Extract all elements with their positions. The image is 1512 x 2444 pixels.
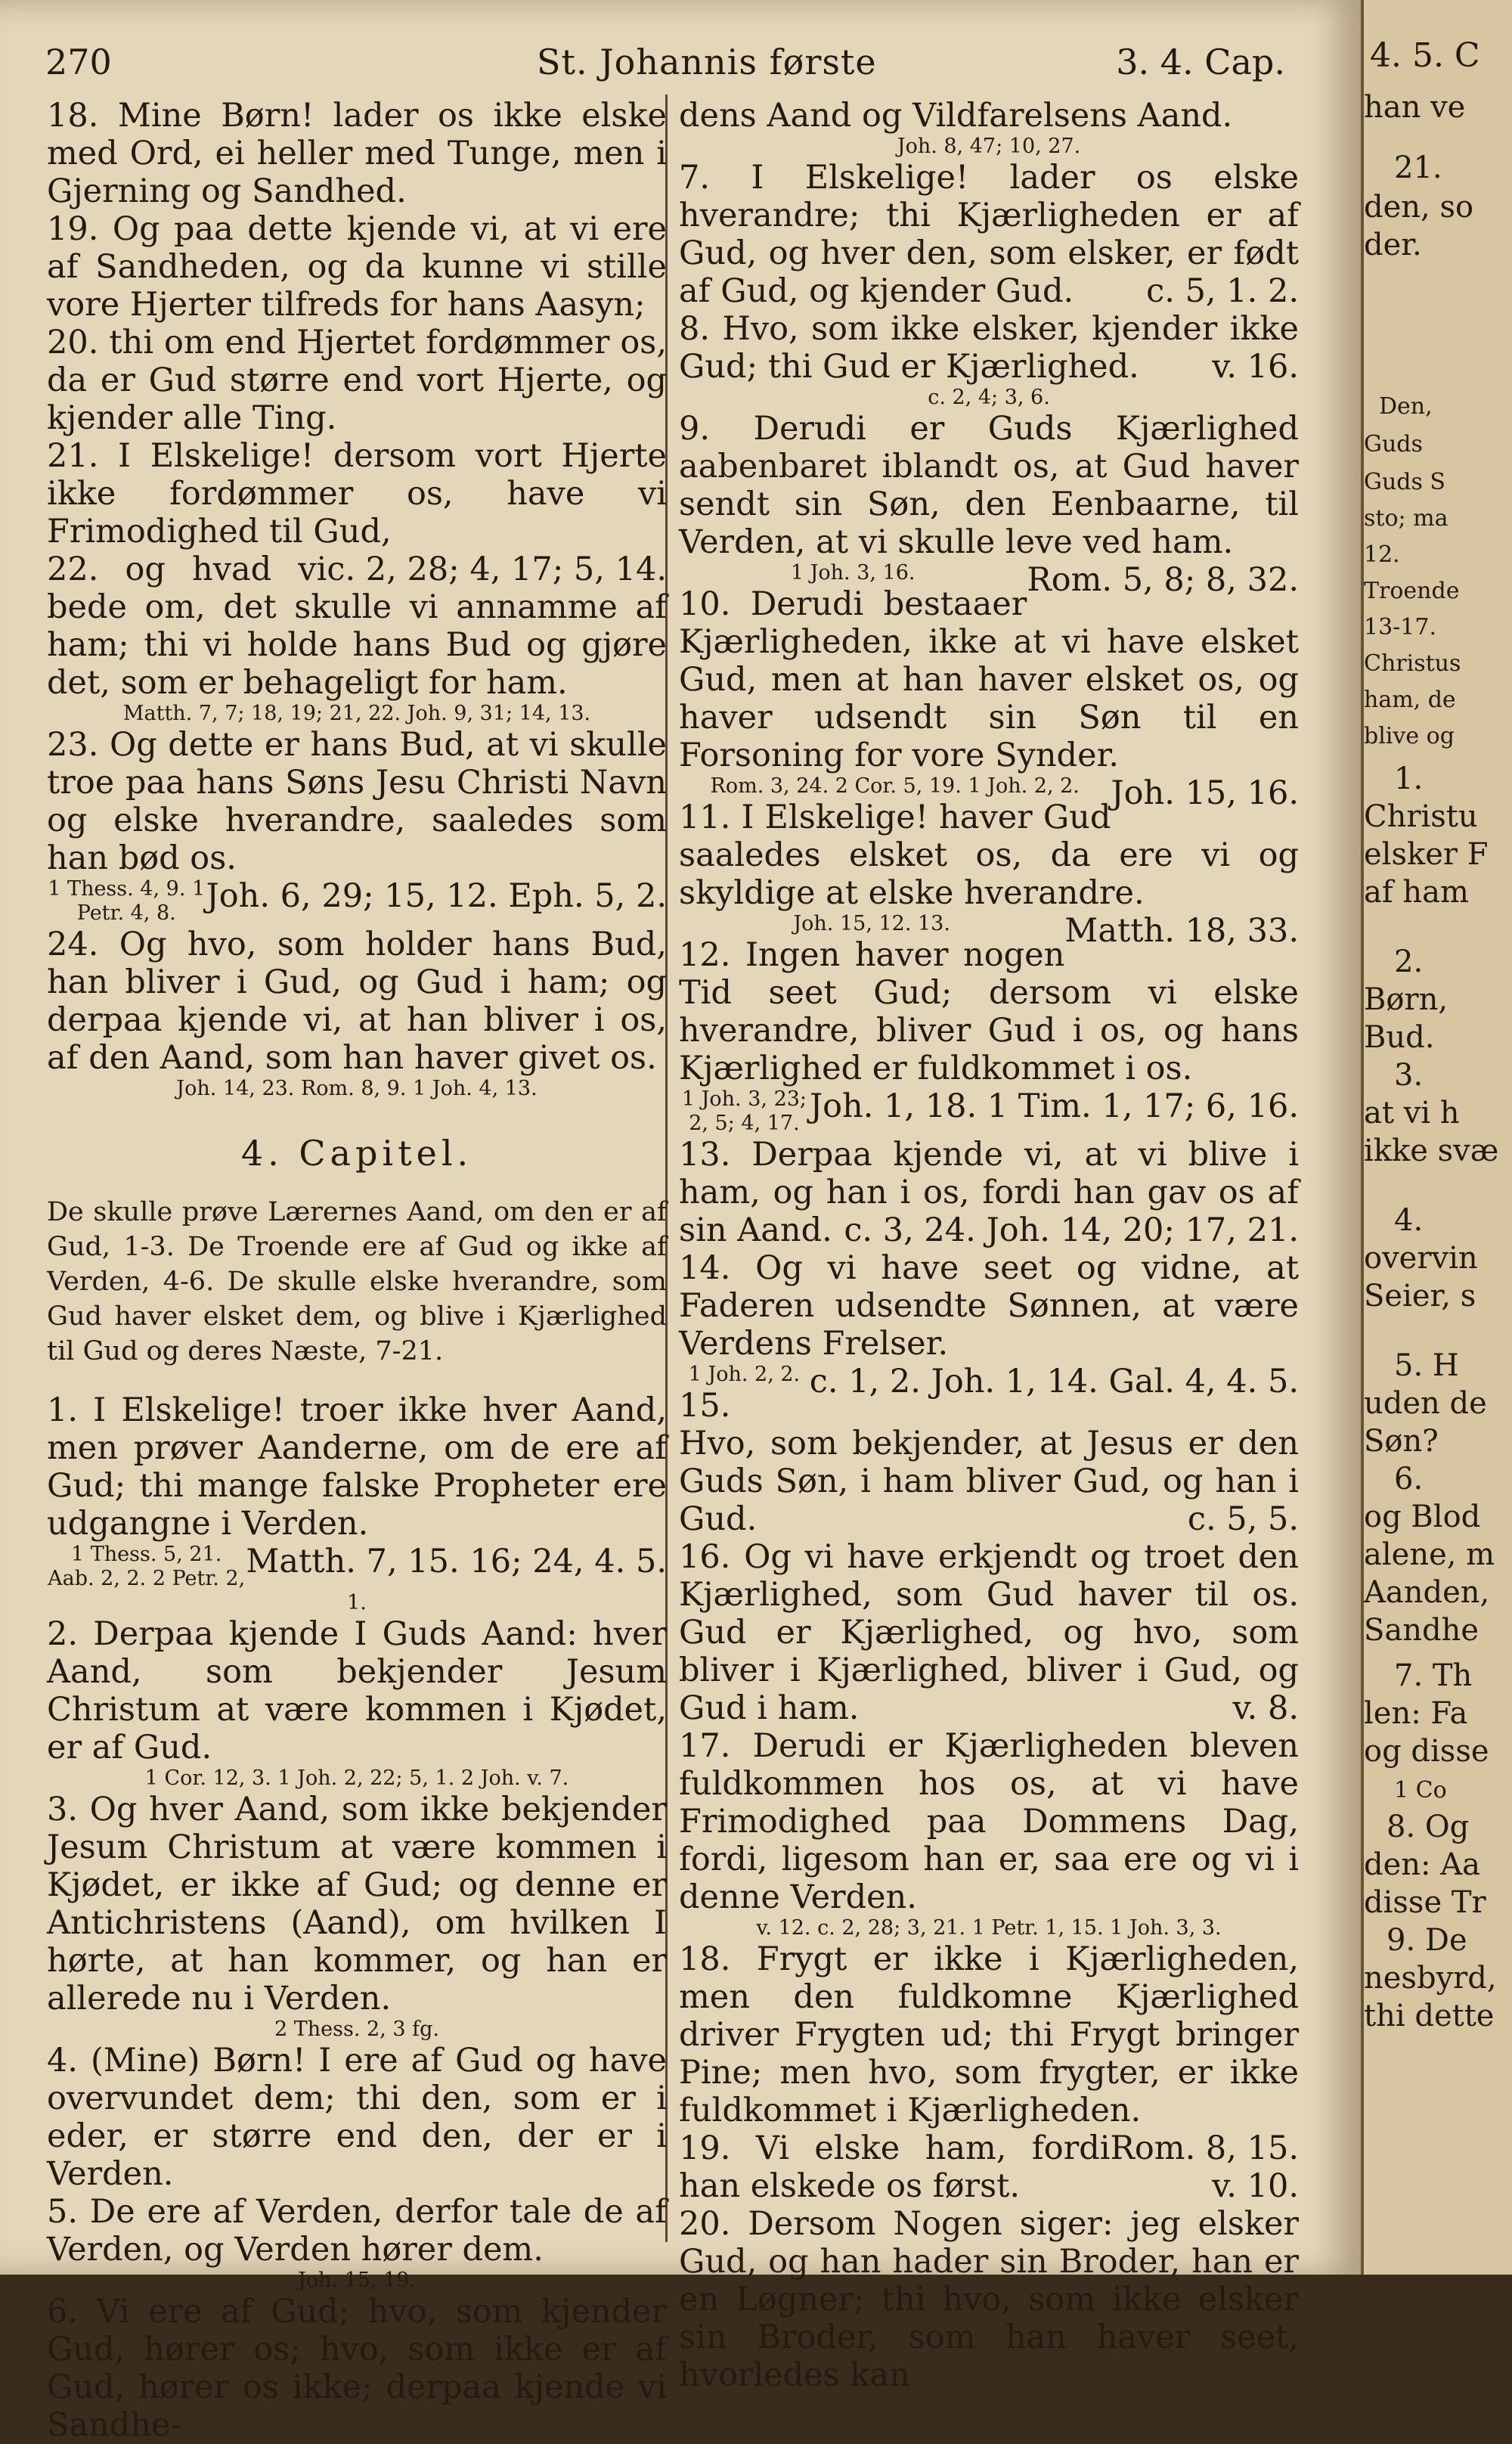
verse-3-19: 19. Og paa dette kjende vi, at vi ere af Sandheden, og da kunne vi stille vore Hjerter tilfreds for hans Aasyn; bbox=[47, 210, 667, 324]
verse-text: 18. Frygt er ikke i Kjærligheden, men den fuldkomne Kjærlighed driver Frygten ud; thi Frygt bringer Pine; men hvo, som frygter, er ikke fuldkommet i Kjærligheden. bbox=[679, 1940, 1299, 2129]
next-page-line: ikke svæ bbox=[1364, 1134, 1499, 1168]
right-column bbox=[679, 97, 1299, 2394]
verse-text: 13. Derpaa kjende vi, at vi blive i ham, og han i os, fordi han gav os af sin Aand. bbox=[679, 1136, 1299, 1249]
cross-reference: 1 Cor. 12, 3. 1 Joh. 2, 22; 5, 1. 2 Joh. v. 7. bbox=[144, 1766, 569, 1790]
next-page-line: Guds bbox=[1364, 431, 1423, 457]
verse-text: 12. Ingen haver nogen Tid seet Gud; dersom vi elske hverandre, bliver Gud i os, og hans Kjærlighed er fuldkommet i os. bbox=[679, 936, 1299, 1087]
cross-reference: Joh. 1, 18. 1 Tim. 1, 17; 6, 16. bbox=[809, 1087, 1299, 1125]
cross-reference: 2 Thess. 2, 3 fg. bbox=[274, 2018, 439, 2041]
next-page-line: Sandhe bbox=[1364, 1613, 1479, 1648]
verse-text: 10. Derudi bestaaer Kjærligheden, ikke at vi have elsket Gud, men at han haver elsket os, og haver udsendt sin Søn til en Forsoning for vore Synder. bbox=[679, 585, 1299, 774]
chapter-range: 3. 4. Cap. bbox=[1116, 42, 1285, 82]
next-page-line: Seier, s bbox=[1364, 1279, 1476, 1313]
cross-reference: v. 16. bbox=[1212, 348, 1299, 386]
next-page-line: 4. bbox=[1394, 1203, 1424, 1238]
next-page-line: den: Aa bbox=[1364, 1847, 1480, 1882]
cross-reference: c. 2, 28; 4, 17; 5, 14. bbox=[327, 551, 667, 588]
cross-reference: Rom. 3, 24. 2 Cor. 5, 19. 1 Joh. 2, 2. bbox=[710, 774, 1080, 798]
next-page-edge bbox=[1361, 0, 1512, 2275]
verse-4-5: 5. De ere af Verden, derfor tale de af Verden, og Verden hører dem. bbox=[47, 2193, 667, 2269]
next-page-line: thi dette bbox=[1364, 1999, 1495, 2033]
verse-text: 16. Og vi have erkjendt og troet den Kjærlighed, som Gud haver til os. Gud er Kjærlighed, og hvo, som bliver i Kjærlighed, bliver i Gud, og Gud i ham. bbox=[679, 1538, 1299, 1727]
next-page-line: Christus bbox=[1364, 650, 1461, 677]
next-page-line: Børn, bbox=[1364, 982, 1448, 1017]
cross-reference: 1 Thess. 5, 21. Aab. 2, 2. 2 Petr. 2, 1. bbox=[48, 1543, 367, 1614]
cross-reference: Joh. 15, 16. bbox=[1111, 774, 1299, 812]
cross-reference: Rom. 8, 15. bbox=[1110, 2129, 1299, 2167]
next-page-line: Christu bbox=[1364, 799, 1478, 834]
verse-4-7 bbox=[679, 159, 1299, 310]
next-page-line: og Blod bbox=[1364, 1500, 1481, 1534]
verse-4-2: 2. Derpaa kjende I Guds Aand: hver Aand, som bekjender Jesum Christum at være kommen i Kjødet, er af Gud. bbox=[47, 1615, 667, 1766]
next-page-line: len: Fa bbox=[1364, 1696, 1468, 1731]
verse-4-16 bbox=[679, 1538, 1299, 1727]
next-page-line: uden de bbox=[1364, 1386, 1487, 1421]
chapter-heading: 4. Capitel. bbox=[240, 1133, 473, 1174]
next-page-header: 4. 5. C bbox=[1370, 36, 1480, 75]
next-page-line: 6. bbox=[1394, 1462, 1424, 1496]
next-page-line: 1. bbox=[1394, 761, 1424, 796]
next-page-line: blive og bbox=[1364, 723, 1455, 749]
next-page-line: elsker F bbox=[1364, 837, 1489, 872]
page-number: 270 bbox=[45, 42, 112, 82]
verse-text: 21. I Elskelige! dersom vort Hjerte ikke fordømmer os, have vi Frimodighed til Gud, bbox=[47, 437, 667, 551]
next-page-line: 7. Th bbox=[1394, 1658, 1473, 1693]
verse-4-20: 20. Dersom Nogen siger: jeg elsker Gud, og han hader sin Broder, han er en Løgner; thi hvo, som ikke elsker sin Broder, som han haver seet, hvorledes kan bbox=[679, 2205, 1299, 2394]
next-page-line: Søn? bbox=[1364, 1424, 1439, 1459]
cross-reference: 1 Joh. 3, 23; 2, 5; 4, 17. bbox=[681, 1087, 807, 1135]
next-page-line: 5. H bbox=[1394, 1348, 1459, 1383]
next-page-line: 21. bbox=[1394, 150, 1442, 185]
verse-4-6: 6. Vi ere af Gud; hvo, som kjender Gud, hører os; hvo, som ikke er af Gud, hører os ikke; derpaa kjende vi Sandhe- bbox=[47, 2293, 667, 2444]
verse-text: 19. Vi elske ham, fordi han elskede os først. bbox=[679, 2129, 1111, 2205]
next-page-line: disse Tr bbox=[1364, 1885, 1486, 1920]
verse-text: 14. Og vi have seet og vidne, at Faderen udsendte Sønnen, at være Verdens Frelser. bbox=[679, 1249, 1299, 1363]
cross-reference: Joh. 14, 23. Rom. 8, 9. 1 Joh. 4, 13. bbox=[176, 1077, 538, 1100]
cross-reference: Matth. 18, 33. bbox=[1064, 912, 1299, 950]
cross-reference: Matth. 7, 15. 16; 24, 4. 5. bbox=[246, 1543, 667, 1580]
cross-reference: v. 8. bbox=[1232, 1689, 1299, 1727]
next-page-line: Guds S bbox=[1364, 469, 1445, 495]
verse-4-17: 17. Derudi er Kjærligheden bleven fuldkommen hos os, at vi have Frimodighed paa Dommens Dag, fordi, ligesom han er, saa ere og vi i denne Verden. bbox=[679, 1727, 1299, 1916]
cross-reference: Matth. 7, 7; 18, 19; 21, 22. Joh. 9, 31; 14, 13. bbox=[122, 702, 591, 725]
left-column bbox=[47, 97, 667, 2444]
next-page-line: Aanden, bbox=[1364, 1575, 1490, 1610]
next-page-line: 13-17. bbox=[1364, 614, 1437, 640]
next-page-line: af ham bbox=[1364, 875, 1469, 910]
chapter-summary: De skulle prøve Lærernes Aand, om den er af Gud, 1-3. De Troende ere af Gud og ikke af Verden, 4-6. De skulle elske hverandre, som Gud haver elsket dem, og blive i Kjærlighed til Gud og deres Næste, 7-21. bbox=[47, 1197, 667, 1366]
next-page-line: 9. De bbox=[1387, 1923, 1467, 1958]
cross-reference: Joh. 15, 19. bbox=[297, 2269, 417, 2292]
verse-4-13 bbox=[679, 1136, 1299, 1249]
cross-reference: 1 Joh. 2, 2. bbox=[688, 1363, 801, 1386]
verse-4-6-cont: dens Aand og Vildfarelsens Aand. bbox=[679, 97, 1233, 135]
next-page-line: og disse bbox=[1364, 1734, 1489, 1769]
verse-text: 7. I Elskelige! lader os elske hverandre; thi Kjærligheden er af Gud, og hver den, som elsker, er født af Gud, og kjender Gud. bbox=[679, 159, 1299, 310]
next-page-line: den, so bbox=[1364, 190, 1474, 225]
next-page-line: Den, bbox=[1379, 393, 1433, 420]
next-page-line: 1 Co bbox=[1394, 1777, 1447, 1804]
cross-reference: Joh. 8, 47; 10, 27. bbox=[897, 135, 1081, 158]
next-page-line: 8. Og bbox=[1387, 1810, 1470, 1844]
verse-text: 8. Hvo, som ikke elsker, kjender ikke Gud; thi Gud er Kjærlighed. bbox=[679, 310, 1299, 386]
page-header bbox=[45, 42, 1285, 87]
verse-text: 9. Derudi er Guds Kjærlighed aabenbaret iblandt os, at Gud haver sendt sin Søn, den Eenbaarne, til Verden, at vi skulle leve ved ham. bbox=[679, 410, 1299, 561]
next-page-line: sto; ma bbox=[1364, 505, 1448, 532]
next-page-line: overvin bbox=[1364, 1241, 1478, 1276]
cross-reference: v. 10. bbox=[1212, 2167, 1299, 2205]
next-page-line: han ve bbox=[1364, 90, 1466, 125]
cross-reference: c. 3, 24. Joh. 14, 20; 17, 21. bbox=[844, 1211, 1299, 1249]
next-page-line: ham, de bbox=[1364, 687, 1456, 713]
verse-text: 15. Hvo, som bekjender, at Jesus er den Guds Søn, i ham bliver Gud, og han i Gud. bbox=[679, 1387, 1299, 1538]
next-page-line: alene, m bbox=[1364, 1537, 1495, 1572]
next-page-line: 3. bbox=[1394, 1058, 1424, 1093]
cross-reference: c. 5, 5. bbox=[1187, 1500, 1299, 1538]
verse-text: 23. Og dette er hans Bud, at vi skulle troe paa hans Søns Jesu Christi Navn og elske hverandre, saaledes som han bød os. bbox=[47, 726, 667, 877]
next-page-line: der. bbox=[1364, 228, 1422, 262]
verse-4-8 bbox=[679, 310, 1299, 386]
cross-reference: c. 2, 4; 3, 6. bbox=[928, 386, 1050, 409]
next-page-line: at vi h bbox=[1364, 1096, 1460, 1131]
cross-reference: c. 1, 2. Joh. 1, 14. Gal. 4, 4. 5. bbox=[809, 1363, 1299, 1400]
verse-text: 1. I Elskelige! troer ikke hver Aand, men prøver Aanderne, om de ere af Gud; thi mange falske Propheter ere udgangne i Verden. bbox=[47, 1391, 667, 1543]
cross-reference: 1 Joh. 3, 16. bbox=[790, 561, 916, 585]
next-page-line: Bud. bbox=[1364, 1020, 1435, 1055]
verse-3-24: 24. Og hvo, som holder hans Bud, han bliver i Gud, og Gud i ham; og derpaa kjende vi, at han bliver i os, af den Aand, som han haver givet os. bbox=[47, 926, 667, 1077]
next-page-line: 12. bbox=[1364, 541, 1400, 568]
cross-reference: v. 12. c. 2, 28; 3, 21. 1 Petr. 1, 15. 1 Joh. 3, 3. bbox=[756, 1916, 1222, 1940]
verse-3-21 bbox=[47, 437, 667, 588]
verse-4-15 bbox=[679, 1387, 1299, 1538]
cross-reference: Joh. 6, 29; 15, 12. Eph. 5, 2. bbox=[206, 877, 667, 915]
cross-reference: Rom. 5, 8; 8, 32. bbox=[1027, 561, 1299, 599]
next-page-line: nesbyrd, bbox=[1364, 1961, 1497, 1996]
cross-reference: 1 Thess. 4, 9. 1 Petr. 4, 8. bbox=[48, 877, 206, 925]
cross-reference: Joh. 15, 12. 13. bbox=[793, 912, 950, 935]
verse-3-20: 20. thi om end Hjertet fordømmer os, da er Gud større end vort Hjerte, og kjender alle Ting. bbox=[47, 324, 667, 437]
verse-text: 11. I Elskelige! haver Gud saaledes elsket os, da ere vi og skyldige at elske hverandre. bbox=[679, 799, 1299, 912]
next-page-line: Troende bbox=[1364, 578, 1460, 604]
running-title: St. Johannis første bbox=[537, 42, 877, 82]
verse-3-18: 18. Mine Børn! lader os ikke elske med Ord, ei heller med Tunge, men i Gjerning og Sandhed. bbox=[47, 97, 667, 210]
verse-3-22: 22. og hvad vi bede om, det skulle vi annamme af ham; thi vi holde hans Bud og gjøre det, som er behageligt for ham. bbox=[47, 551, 667, 702]
next-page-line: 2. bbox=[1394, 944, 1424, 979]
verse-4-4: 4. (Mine) Børn! I ere af Gud og have overvundet dem; thi den, som er i eder, er større end den, der er i Verden. bbox=[47, 2042, 667, 2193]
cross-reference: c. 5, 1. 2. bbox=[1146, 272, 1299, 310]
verse-4-3: 3. Og hver Aand, som ikke bekjender Jesum Christum at være kommen i Kjødet, er ikke af Gud; og denne er Antichristens (Aand), om hvilken I hørte, at han kommer, og han er allerede nu i Verden. bbox=[47, 1791, 667, 2018]
